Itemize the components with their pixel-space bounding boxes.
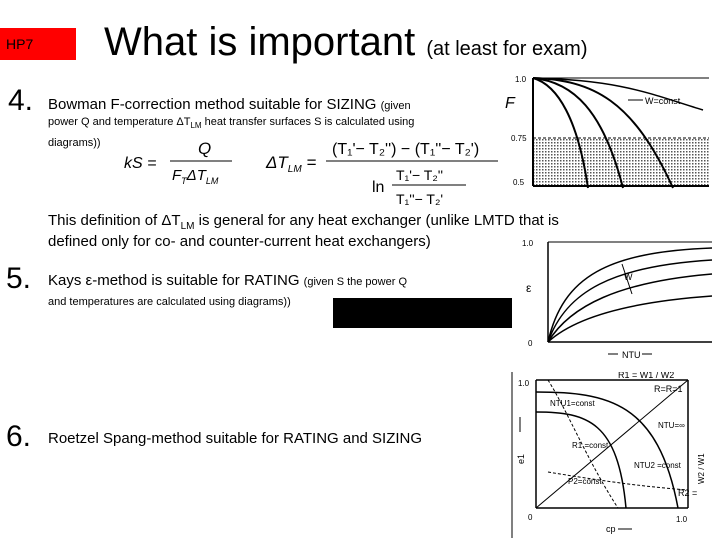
eq-ks: kS = — [124, 155, 157, 172]
roetzel-ntu1: NTU1=const — [550, 399, 595, 408]
roetzel-ytop: 1.0 — [518, 379, 530, 388]
kays-ylow: 0 — [528, 339, 533, 348]
roetzel-wratio: W2 / W1 — [697, 453, 706, 484]
slide-tag — [0, 28, 76, 60]
eq-den: $F_T\Delta T_{LM}$ — [172, 167, 219, 186]
eq-q: Q — [198, 139, 212, 158]
def-l1-b: is general for any heat exchanger (unlike LMTD that is — [194, 212, 559, 229]
item-6-lead: Roetzel Spang-method suitable for RATING and SIZING — [48, 430, 423, 447]
bowman-ymid: 0.75 — [511, 134, 527, 143]
item-4-sub2: diagrams)) — [48, 137, 101, 149]
bowman-ylabel: F — [505, 95, 515, 112]
roetzel-curve-2 — [536, 412, 626, 508]
item-4-lead — [48, 96, 411, 113]
bowman-ylow: 0.5 — [513, 178, 525, 187]
item-4-number: 4. — [8, 84, 34, 117]
eq-dtlm: $\Delta T_{LM}$ = — [266, 153, 317, 175]
eq-ln-num: T₁'− T₂'' — [396, 167, 444, 183]
title-main: What is important — [104, 20, 416, 64]
roetzel-ntu2: NTU2 =const — [634, 461, 681, 470]
item-4-sub1-sub: LM — [190, 121, 202, 131]
item-5-lead-text: Kays ε-method is suitable for RATING — [48, 272, 300, 289]
kays-curve-3 — [548, 274, 712, 342]
roetzel-p2c: P2=const — [568, 477, 602, 486]
item-4-sub1-tail: heat transfer surfaces S is calculated using — [201, 116, 415, 128]
item-5-number: 5. — [6, 262, 32, 295]
kays-ylabel: ε — [526, 281, 532, 295]
item-4-lead-small: (given — [380, 100, 411, 112]
eq-num: (T₁'− T₂'') − (T₁''− T₂') — [332, 141, 480, 158]
roetzel-ntu-inf: NTU=∞ — [658, 421, 685, 430]
kays-xlabel: NTU — [622, 350, 641, 360]
kays-epsilon-chart — [518, 236, 714, 360]
slide-tag-text: HP7 — [6, 36, 34, 52]
def-l1-a: This definition of ΔT — [48, 212, 181, 229]
item-5-lead — [48, 272, 407, 289]
kays-curve-label: W — [624, 272, 633, 282]
roetzel-e1: e1 — [516, 453, 526, 464]
roetzel-r2: R2 = — [678, 488, 698, 498]
roetzel-xright: 1.0 — [676, 515, 688, 524]
bowman-legend: W=const — [645, 96, 681, 106]
bowman-ytop: 1.0 — [515, 75, 527, 84]
roetzel-r-label: R=R=1 — [654, 384, 683, 394]
roetzel-xzero: 0 — [528, 513, 533, 522]
item-5-lead-small: (given S the power Q — [303, 276, 408, 288]
redaction-box — [333, 298, 512, 328]
definition-line-1 — [48, 212, 559, 232]
def-l1-sub: LM — [180, 221, 195, 232]
item-4-sub1-text: power Q and temperature ΔT — [48, 116, 191, 128]
eq-ln-den: T₁''− T₂' — [396, 191, 444, 207]
eq-ln: ln — [372, 179, 385, 196]
roetzel-ep: cp — [606, 524, 616, 534]
kays-ytop: 1.0 — [522, 239, 534, 248]
title-paren: (at least for exam) — [426, 38, 588, 60]
item-5-sub: and temperatures are calculated using diagrams)) — [48, 296, 291, 308]
lmtd-equation — [120, 128, 500, 212]
item-6-number: 6. — [6, 420, 32, 453]
roetzel-spang-chart — [508, 372, 720, 538]
slide-title — [104, 20, 588, 65]
roetzel-top-label: R1 = W1 / W2 — [618, 372, 675, 380]
bowman-f-chart — [503, 70, 715, 192]
item-4-lead-text: Bowman F-correction method suitable for SIZING — [48, 96, 377, 113]
roetzel-r1c: R1 =const — [572, 441, 609, 450]
definition-line-2: defined only for co- and counter-current heat exchangers) — [48, 233, 431, 250]
